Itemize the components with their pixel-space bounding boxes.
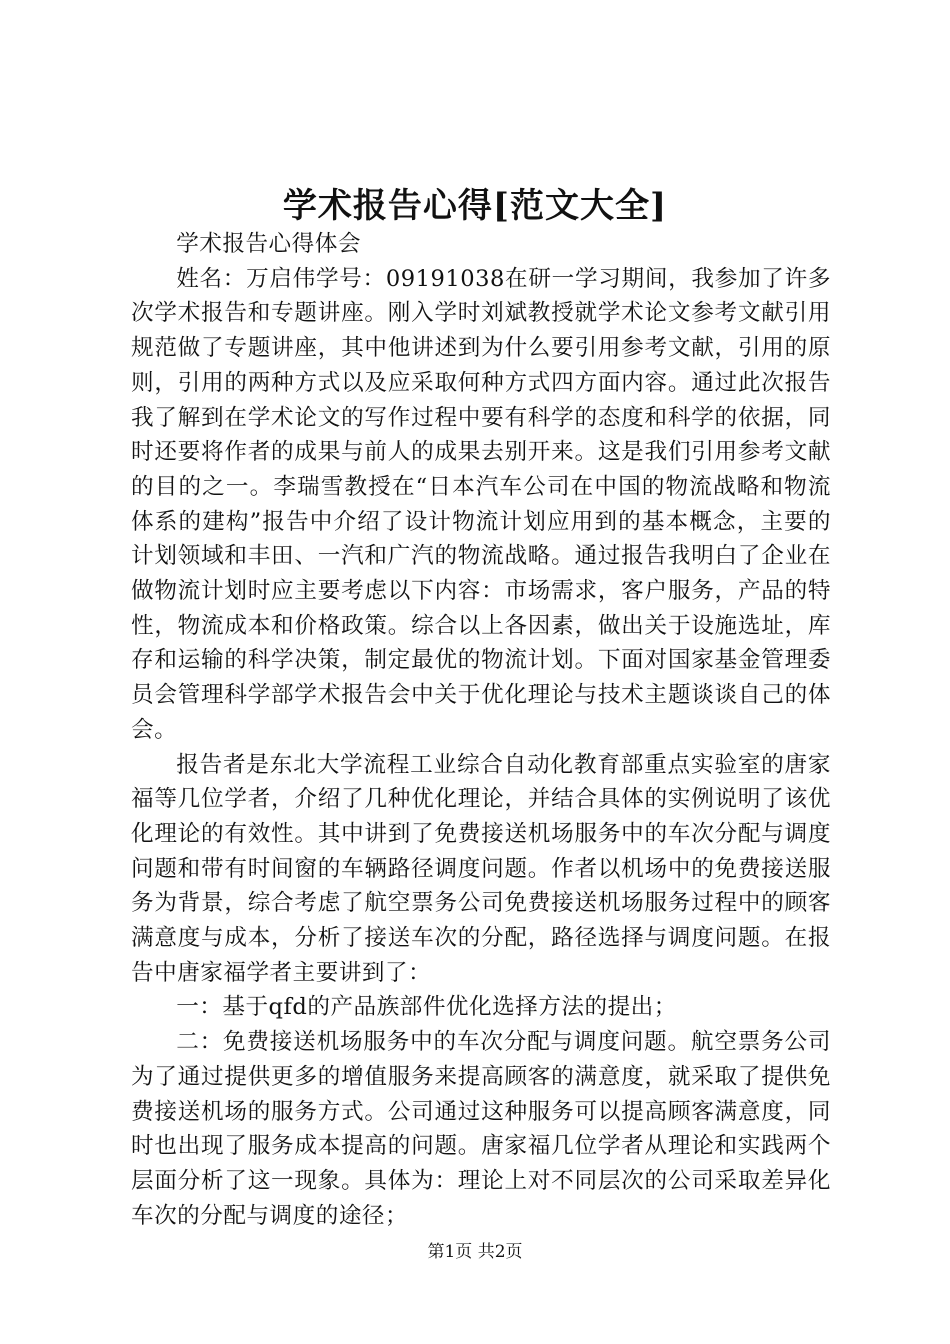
paragraph: 二：免费接送机场服务中的车次分配与调度问题。航空票务公司为了通过提供更多的增值服务来提高顾客的满意度，就采取了提供免费接送机场的服务方式。公司通过这种服务可以提高顾客满意度，同时也出现了服务成本提高的问题。唐家福几位学者从理论和实践两个层面分析了这一现象。具体为：理论上对不同层次的公司采取差异化车次的分配与调度的途径；: [131, 1029, 831, 1229]
document-body: [131, 227, 831, 1233]
paragraph: 一：基于qfd的产品族部件优化选择方法的提出；: [176, 994, 677, 1021]
paragraph-subtitle: 学术报告心得体会: [176, 231, 361, 257]
paragraph: 报告者是东北大学流程工业综合自动化教育部重点实验室的唐家福等几位学者，介绍了几种优化理论，并结合具体的实例说明了该优化理论的有效性。其中讲到了免费接送机场服务中的车次分配与调度问题和带有时间窗的车辆路径调度问题。作者以机场中的免费接送服务为背景，综合考虑了航空票务公司免费接送机场服务过程中的顾客满意度与成本，分析了接送车次的分配，路径选择与调度问题。在报告中唐家福学者主要讲到了：: [131, 751, 831, 986]
paragraph: 姓名：万启伟学号：09191038在研一学习期间，我参加了许多次学术报告和专题讲座。刚入学时刘斌教授就学术论文参考文献引用规范做了专题讲座，其中他讲述到为什么要引用参考文献，引用的原则，引用的两种方式以及应采取何种方式四方面内容。通过此次报告我了解到在学术论文的写作过程中要有科学的态度和科学的依据，同时还要将作者的成果与前人的成果去别开来。这是我们引用参考文献的目的之一。李瑞雪教授在“日本汽车公司在中国的物流战略和物流体系的建构”报告中介绍了设计物流计划应用到的基本概念，主要的计划领域和丰田、一汽和广汽的物流战略。通过报告我明白了企业在做物流计划时应主要考虑以下内容：市场需求，客户服务，产品的特性，物流成本和价格政策。综合以上各因素，做出关于设施选址，库存和运输的科学决策，制定最优的物流计划。下面对国家基金管理委员会管理科学部学术报告会中关于优化理论与技术主题谈谈自己的体会。: [131, 265, 831, 743]
page-footer: 第1页 共2页: [427, 1242, 523, 1262]
document-title: 学术报告心得[范文大全]: [282, 186, 668, 226]
